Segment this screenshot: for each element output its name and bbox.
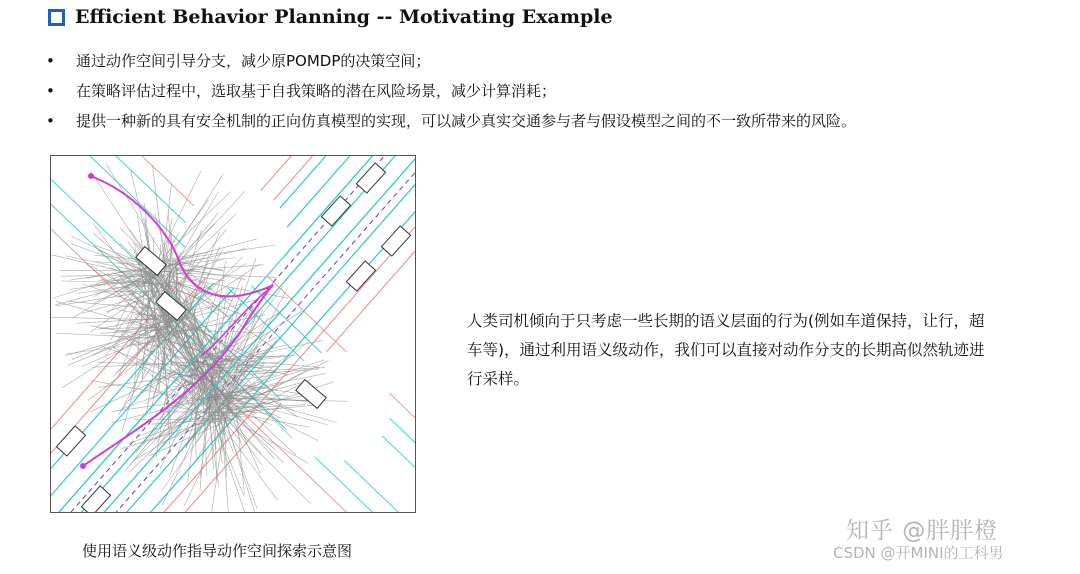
vehicle-box [346,261,375,291]
sample-trajectory [235,416,261,474]
vehicle-box [56,426,85,456]
watermark-zhihu: 知乎 @胖胖橙 [846,518,999,544]
vehicle-box [356,163,385,193]
watermark-csdn: CSDN @开MINI的工科男 [833,544,1004,562]
slide-title: Efficient Behavior Planning -- Motivating Example [75,6,613,28]
vehicle-box [381,226,410,256]
sample-trajectory [166,418,208,469]
bullet-list [44,48,856,138]
vehicle-box [81,486,110,512]
trajectory-point [88,173,94,179]
intersection-diagram [51,156,415,512]
description-line: 行采样。 [467,370,530,388]
description-line: 人类司机倾向于只考虑一些长期的语义层面的行为(例如车道保持，让行，超 [467,312,985,330]
trajectory-point [80,463,86,469]
square-bullet-icon [48,9,65,26]
intersection-figure [50,155,416,513]
bullet-item: • 通过动作空间引导分支，减少原POMDP的决策空间； [44,48,856,78]
bullet-item: • 提供一种新的具有安全机制的正向仿真模型的实现，可以减少真实交通参与者与假设模型之间的不一致所带来的风险。 [44,108,856,138]
sample-trajectory [71,236,146,273]
figure-caption: 使用语义级动作指导动作空间探索示意图 [82,542,353,560]
bullet-item: • 在策略评估过程中，选取基于自我策略的潜在风险场景，减少计算消耗； [44,78,856,108]
sample-trajectory [106,164,170,267]
description-paragraph [467,307,1057,394]
description-line: 车等)，通过利用语义级动作，我们可以直接对动作分支的长期高似然轨迹进 [467,341,985,359]
curb-circle [281,351,391,461]
slide-header [48,6,613,28]
